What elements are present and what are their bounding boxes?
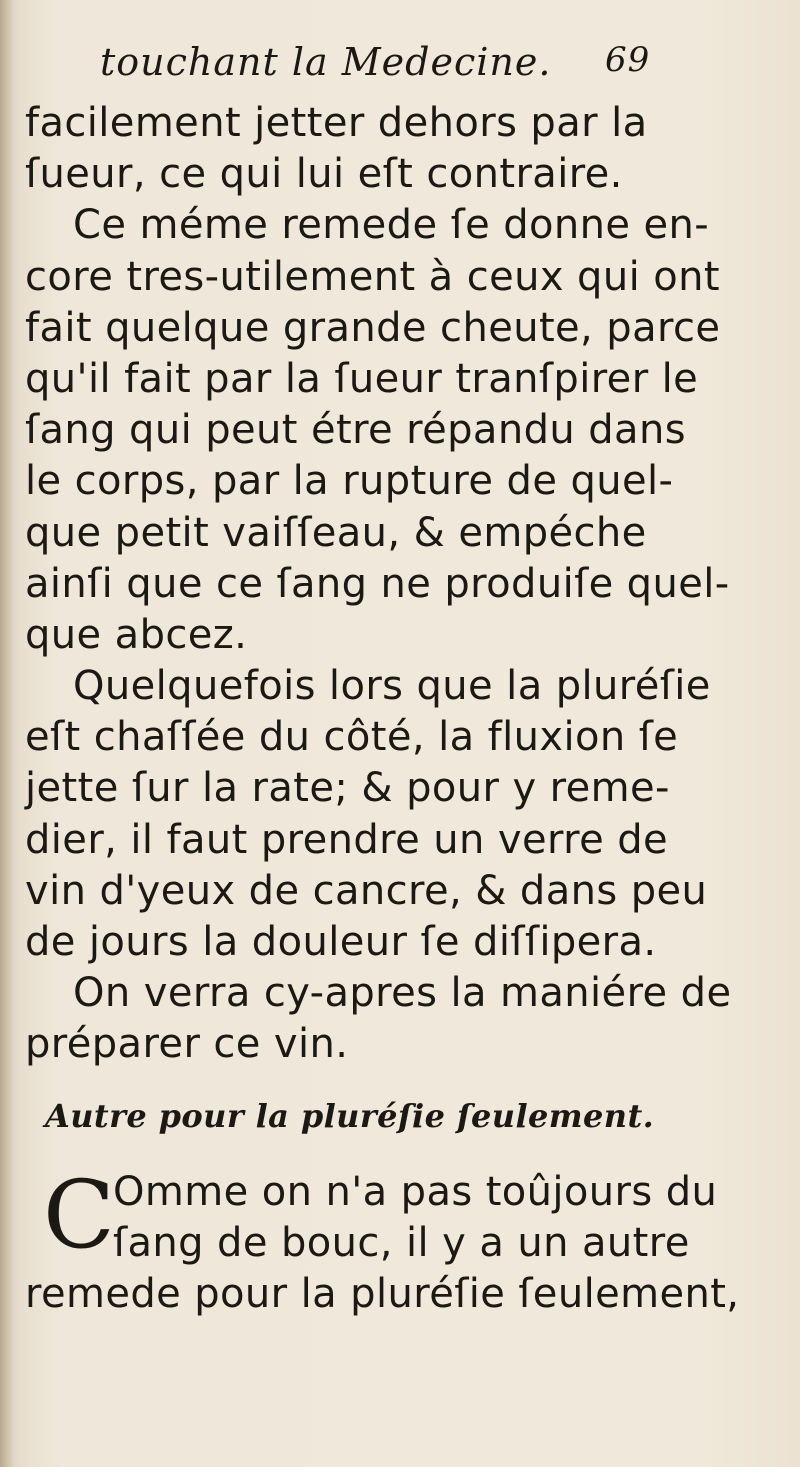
text-line: remede pour la pluréſie ſeulement,: [25, 1270, 740, 1317]
text-line: fait quelque grande cheute, parce: [25, 304, 721, 351]
text-line: de jours la douleur ſe diſſipera.: [25, 919, 657, 965]
page-gutter: [0, 0, 14, 1467]
text-line-content: Omme on n'a pas toûjours du: [113, 1168, 718, 1215]
body-text: [25, 98, 740, 1320]
text-line: vin d'yeux de cancre, & dans peu: [25, 867, 708, 914]
text-line: ſang qui peut étre répandu dans: [25, 407, 686, 454]
running-header: [100, 40, 660, 100]
drop-cap: C: [43, 1160, 116, 1270]
text-line: ſang de bouc, il y a un autre: [113, 1219, 690, 1266]
text-line: jette ſur la rate; & pour y reme-: [25, 765, 670, 812]
text-line: On verra cy-apres la maniére de: [73, 970, 732, 1017]
text-line: que abcez.: [25, 611, 248, 658]
text-line: ainſi que ce ſang ne produiſe quel-: [25, 560, 730, 607]
text-line: préparer ce vin.: [25, 1021, 349, 1068]
text-line: facilement jetter dehors par la: [25, 100, 648, 146]
running-title: touchant la Medecine.: [100, 40, 552, 84]
text-line: core tres-utilement à ceux qui ont: [25, 253, 720, 300]
page-number: 69: [605, 40, 651, 80]
text-line: ſueur, ce qui lui eſt contraire.: [25, 151, 623, 198]
text-line: Ce méme remede ſe donne en-: [73, 202, 710, 249]
text-line: dier, il faut prendre un verre de: [25, 816, 669, 863]
section-heading: Autre pour la pluréſie ſeulement.: [45, 1096, 655, 1135]
text-line: le corps, par la rupture de quel-: [25, 458, 674, 505]
text-line: Quelquefois lors que la pluréſie: [73, 663, 711, 710]
section-spacer: [25, 1145, 690, 1167]
text-line: eſt chaſſée du côté, la fluxion ſe: [25, 714, 679, 761]
text-line: que petit vaiſſeau, & empéche: [25, 509, 647, 556]
text-line: qu'il fait par la ſueur tranſpirer le: [25, 355, 699, 402]
